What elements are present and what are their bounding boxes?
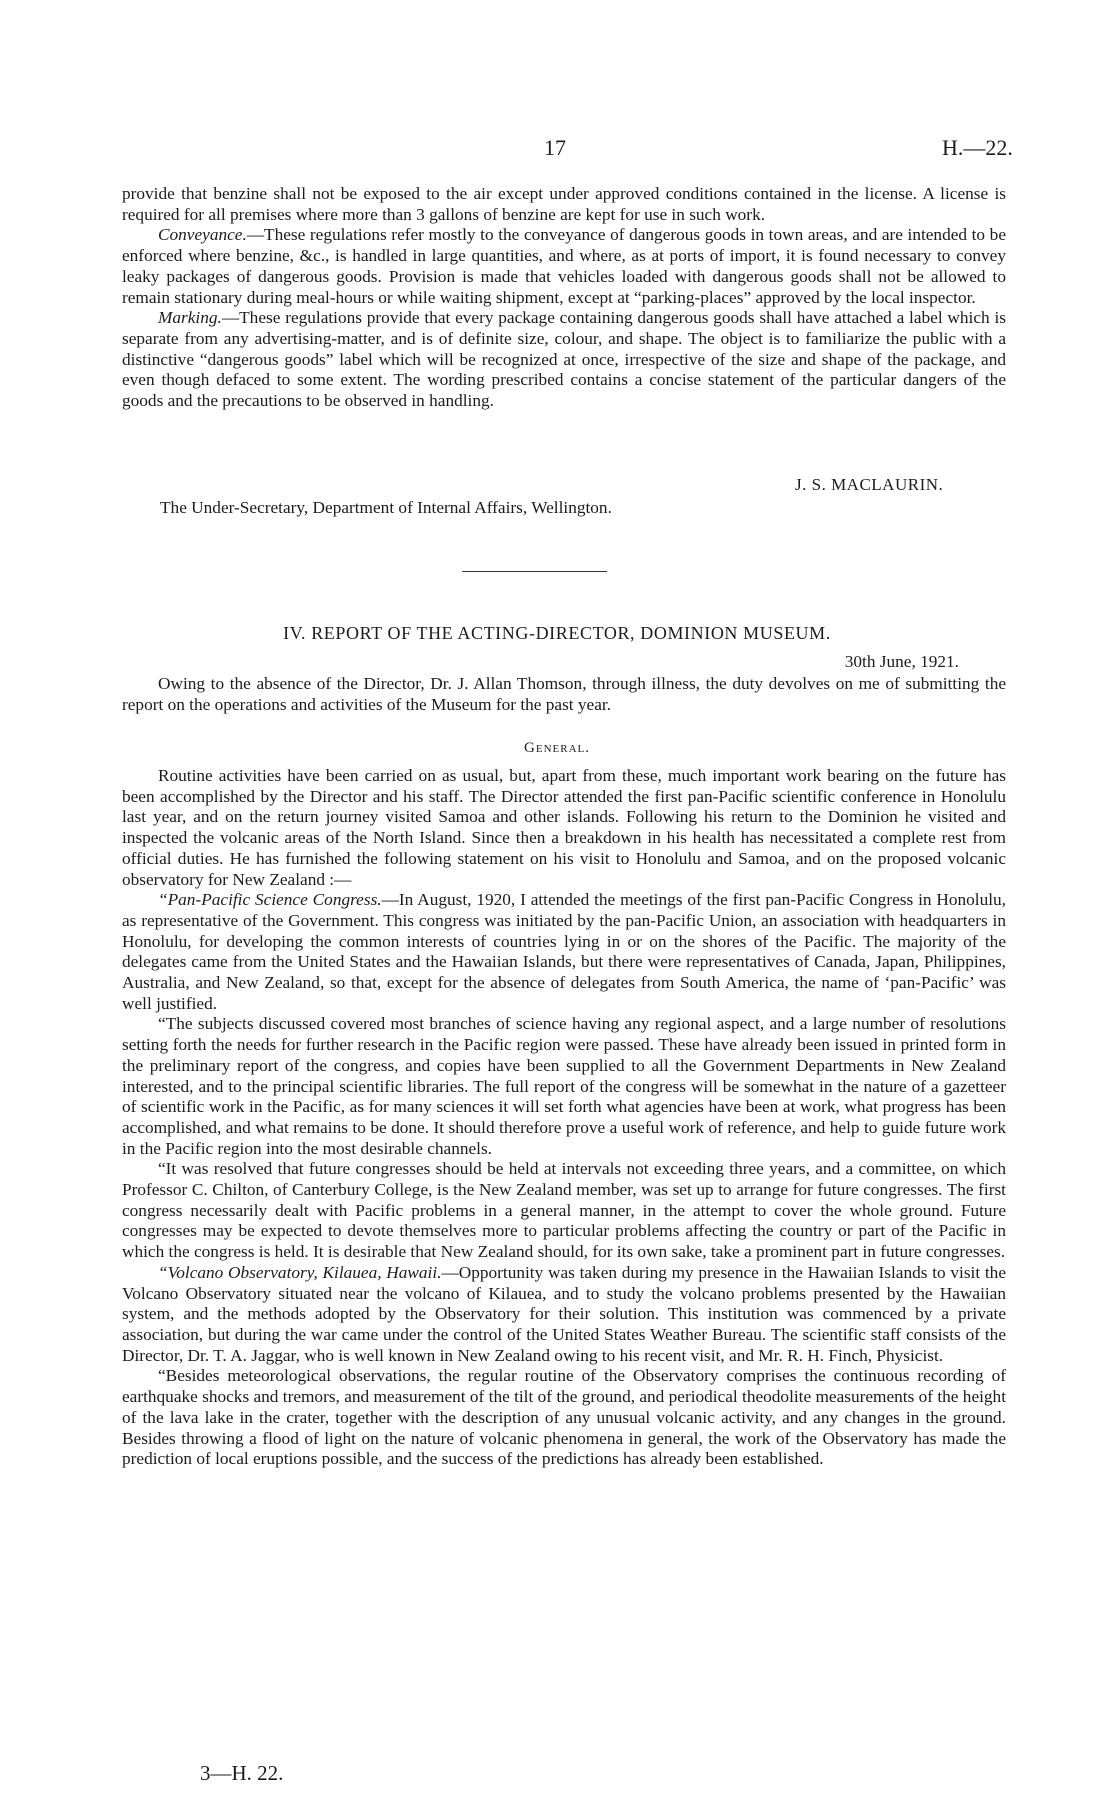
signature-maclaurin: J. S. MACLAURIN. bbox=[795, 475, 944, 494]
labour-report-continuation bbox=[122, 184, 1006, 412]
pan-pacific-paragraph: “Pan-Pacific Science Congress.—In August, 1920, I attended the meetings of the first pan-Pacific Congress in Honolulu, as representative of the Government. This congress was initiated by the pan-Pacific Union, an association with headquarters in Honolulu, for developing the common interests of countries lying in or on the shores of the Pacific. The majority of the delegates came from the United States and the Hawaiian Islands, but there were representatives of Canada, Japan, Philippines, Australia, and New Zealand, so that, except for the absence of delegates from South America, the name of ‘pan-Pacific’ was well justified. bbox=[122, 890, 1006, 1013]
observations-paragraph: “Besides meteorological observations, the regular routine of the Observatory comprises the continuous recording of earthquake shocks and tremors, and measurement of the tilt of the ground, and periodical theodolite measurements of the height of the lava lake in the crater, together with the description of any unusual volcanic activity, and any changes in the ground. Besides throwing a flood of light on the nature of volcanic phenomena in general, the work of the Observatory has made the prediction of local eruptions possible, and the success of the predictions has already been established. bbox=[122, 1366, 1006, 1469]
conveyance-heading: Conveyance. bbox=[158, 225, 247, 245]
parliamentary-paper-ref: H.—22. bbox=[942, 135, 1013, 160]
intro-block bbox=[122, 674, 1006, 715]
volcano-observatory-paragraph: “Volcano Observatory, Kilauea, Hawaii.—Opportunity was taken during my presence in the Hawaiian Islands to visit the Volcano Observatory situated near the volcano of Kilauea, and to study the volcano problems presented by the Hawaiian system, and the methods adopted by the Observatory for their solution. This institution was commenced by a private association, but during the war came under the control of the United States Weather Bureau. The scientific staff consists of the Director, Dr. T. A. Jaggar, who is well known in New Zealand owing to his recent visit, and Mr. R. H. Finch, Physicist. bbox=[122, 1262, 1006, 1365]
volcano-observatory-heading: “Volcano Observatory, Kilauea, Hawaii. bbox=[158, 1262, 442, 1282]
routine-paragraph: Routine activities have been carried on as usual, but, apart from these, much important work bearing on the future has been accomplished by the Director and his staff. The Director attended the first pan-Pacific scientific conference in Honolulu last year, and on the return journey visited Samoa and other islands. Following his return to the Dominion he visited and inspected the volcanic areas of the North Island. Since then a breakdown in his health has necessitated a complete rest from official duties. He has furnished the following statement on his visit to Honolulu and Samoa, and on the proposed volcanic observatory for New Zealand :— bbox=[122, 766, 1006, 889]
signature-mark: 3—H. 22. bbox=[200, 1761, 284, 1785]
conveyance-paragraph: Conveyance.—These regulations refer mostly to the conveyance of dangerous goods in town areas, and are intended to be enforced where benzine, &c., is handled in large quantities, and where, as at ports of import, it is found necessary to convey leaky packages of dangerous goods. Provision is made that vehicles loaded with dangerous goods shall not be allowed to remain stationary during meal-hours or while waiting shipment, except at “parking-places” approved by the local inspector. bbox=[122, 225, 1006, 307]
page-header bbox=[0, 135, 1114, 165]
future-congresses-paragraph: “It was resolved that future congresses should be held at intervals not exceeding three years, and a committee, on which Professor C. Chilton, of Canterbury College, is the New Zealand member, was set up to arrange for future congresses. The first congress necessarily dealt with Pacific problems in a general manner, in the attempt to cover the whole ground. Future congresses may be expected to devote themselves more to particular problems affecting the country or part of the Pacific in which the congress is held. It is desirable that New Zealand should, for its own sake, take a prominent part in future congresses. bbox=[122, 1159, 1006, 1262]
general-subheading: General. bbox=[524, 740, 590, 756]
general-section bbox=[122, 766, 1006, 1470]
intro-paragraph: Owing to the absence of the Director, Dr. J. Allan Thomson, through illness, the duty devolves on me of submitting the report on the operations and activities of the Museum for the past year. bbox=[122, 674, 1006, 714]
section-divider bbox=[462, 571, 607, 572]
marking-paragraph: Marking.—These regulations provide that every package containing dangerous goods shall have attached a label which is separate from any advertising-matter, and is of definite size, colour, and shape. The object is to familiarize the public with a distinctive “dangerous goods” label which will be recognized at once, irrespective of the size and shape of the package, and even though defaced to some extent. The wording prescribed contains a concise statement of the particular dangers of the goods and the precautions to be observed in handling. bbox=[122, 308, 1006, 411]
pan-pacific-heading: “Pan-Pacific Science Congress. bbox=[158, 890, 382, 910]
report-date: 30th June, 1921. bbox=[844, 652, 959, 671]
addressee-line: The Under-Secretary, Department of Internal Affairs, Wellington. bbox=[160, 498, 612, 517]
subjects-paragraph: “The subjects discussed covered most branches of science having any regional aspect, and a large number of resolutions setting forth the needs for further research in the Pacific region were passed. These have already been issued in printed form in the preliminary report of the congress, and copies have been supplied to all the Government Departments in New Zealand interested, and to the principal scientific libraries. The full report of the congress will be somewhat in the nature of a gazetteer of scientific work in the Pacific, as for many sciences it will set forth what agencies have been at work, what progress has been accomplished, and what remains to be done. It should therefore prove a useful work of reference, and help to guide future work in the Pacific region into the most desirable channels. bbox=[122, 1014, 1006, 1158]
page-number: 17 bbox=[544, 135, 566, 160]
section-title: IV. REPORT OF THE ACTING-DIRECTOR, DOMINION MUSEUM. bbox=[283, 623, 831, 643]
marking-heading: Marking. bbox=[158, 308, 222, 328]
benzine-paragraph: provide that benzine shall not be exposed to the air except under approved conditions contained in the license. A license is required for all premises where more than 3 gallons of benzine are kept for use in such work. bbox=[122, 184, 1006, 224]
